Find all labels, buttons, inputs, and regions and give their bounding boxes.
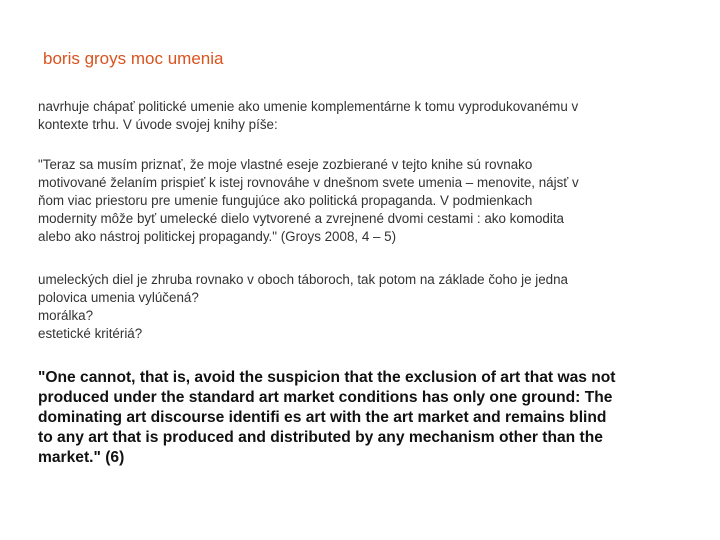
text-line: estetické kritériá?: [38, 326, 143, 341]
text-line: motivované želaním prispieť k istej rovnováhe v dnešnom svete umenia – menovite, nájsť v: [38, 175, 579, 190]
text-line: alebo ako nástroj politickej propagandy." (Groys 2008, 4 – 5): [38, 229, 397, 244]
quote-line: to any art that is produced and distributed by any mechanism other than the: [38, 429, 603, 446]
text-line: kontexte trhu. V úvode svojej knihy píše:: [38, 117, 278, 132]
text-line: modernity môže byť umelecké dielo vytvorené a zvrejnené dvomi cestami : ako komodita: [38, 211, 565, 226]
quote-line: produced under the standard art market conditions has only one ground: The: [38, 389, 613, 406]
text-line: ňom viac priestoru pre umenie fungujúce ako politická propaganda. V podmienkach: [38, 193, 533, 208]
slide-title: boris groys moc umenia: [43, 49, 224, 68]
text-line: "Teraz sa musím priznať, že moje vlastné eseje zozbierané v tejto knihe sú rovnako: [38, 157, 533, 172]
intro-paragraph: [38, 98, 698, 134]
quote-line: "One cannot, that is, avoid the suspicion that the exclusion of art that was not: [38, 369, 616, 386]
text-line: umeleckých diel je zhruba rovnako v oboch táboroch, tak potom na základe čoho je jedna: [38, 272, 568, 287]
quote-line: dominating art discourse identifi es art with the art market and remains blind: [38, 409, 607, 426]
quote-line: market." (6): [38, 449, 125, 466]
english-quote: [38, 368, 698, 468]
text-line: navrhuje chápať politické umenie ako umenie komplementárne k tomu vyprodukovanému v: [38, 99, 579, 114]
groys-quote-slovak: [38, 156, 698, 246]
text-line: polovica umenia vylúčená?: [38, 290, 199, 305]
question-paragraph: [38, 271, 698, 343]
text-line: morálka?: [38, 308, 94, 323]
